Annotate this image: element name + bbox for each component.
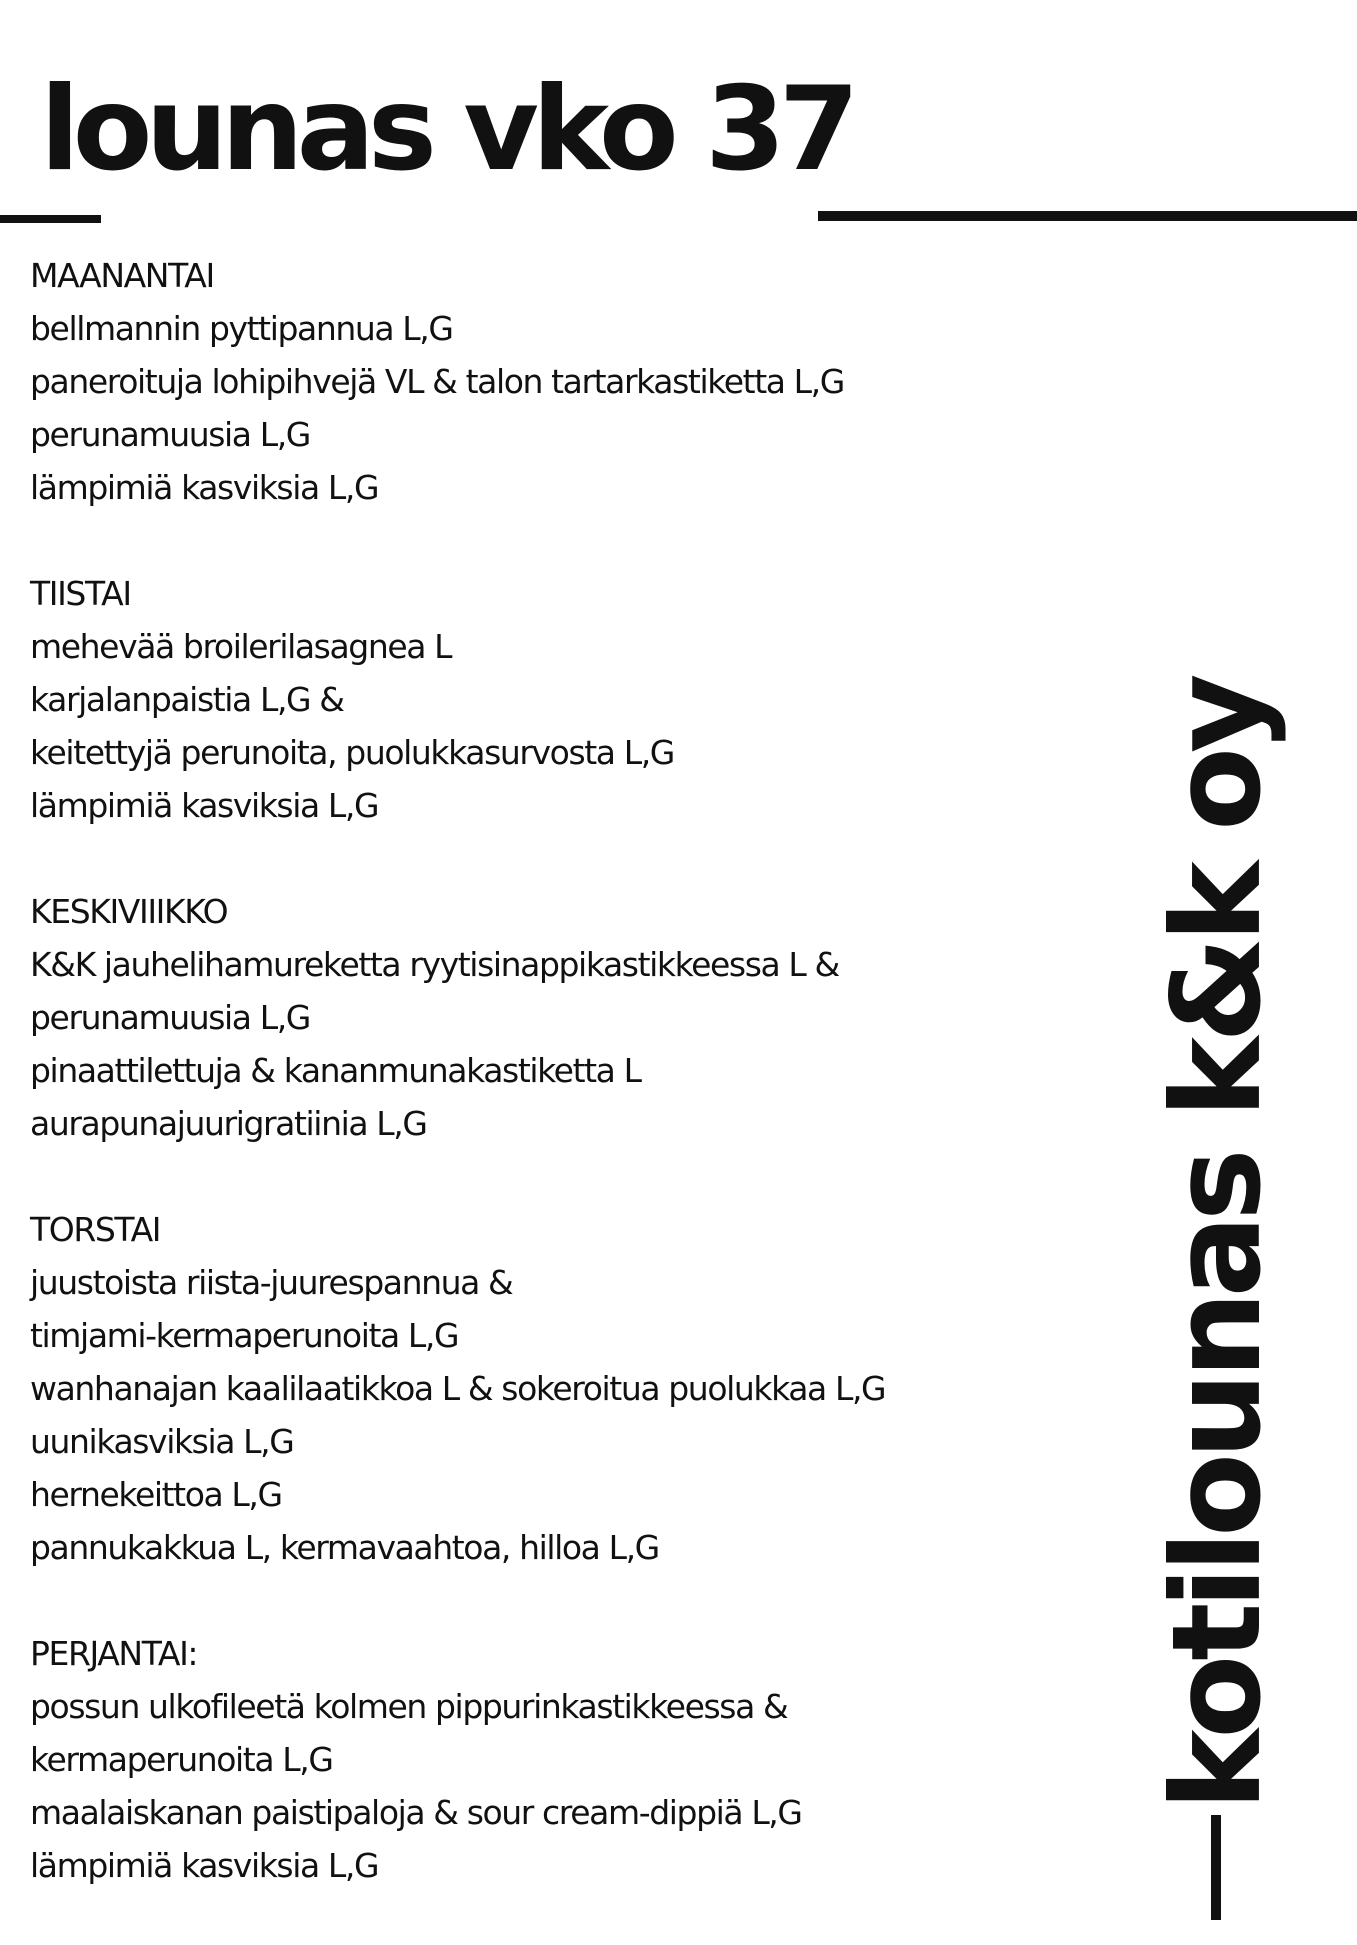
dish-list	[30, 1256, 1120, 1574]
dish-item: juustoista riista-juurespannua &	[30, 1263, 513, 1302]
dish-list	[30, 302, 1120, 514]
day-section-friday	[30, 1627, 1120, 1892]
day-heading: TORSTAI	[30, 1210, 161, 1249]
dish-item: karjalanpaistia L,G &	[30, 680, 344, 719]
title-underline-right	[818, 211, 1357, 221]
dish-item: perunamuusia L,G	[30, 415, 310, 454]
dish-item: wanhanajan kaalilaatikkoa L & sokeroitua puolukkaa L,G	[30, 1369, 886, 1408]
dish-item: pannukakkua L, kermavaahtoa, hilloa L,G	[30, 1528, 659, 1567]
dish-item: lämpimiä kasviksia L,G	[30, 1846, 379, 1885]
dish-item: mehevää broilerilasagnea L	[30, 627, 452, 666]
dish-item: perunamuusia L,G	[30, 998, 310, 1037]
dish-item: uunikasviksia L,G	[30, 1422, 294, 1461]
dish-item: maalaiskanan paistipaloja & sour cream-dippiä L,G	[30, 1793, 802, 1832]
dish-item: lämpimiä kasviksia L,G	[30, 468, 379, 507]
day-heading: KESKIVIIIKKO	[30, 892, 228, 931]
dish-list	[30, 938, 1120, 1150]
dish-item: kermaperunoita L,G	[30, 1740, 333, 1779]
page-title: lounas vko 37	[40, 62, 853, 197]
dish-item: possun ulkofileetä kolmen pippurinkastikkeessa &	[30, 1687, 788, 1726]
dish-item: hernekeittoa L,G	[30, 1475, 282, 1514]
brand-vertical	[1146, 679, 1288, 1811]
dish-item: lämpimiä kasviksia L,G	[30, 786, 379, 825]
dish-item: aurapunajuurigratiinia L,G	[30, 1104, 427, 1143]
brand-accent-rule	[1211, 1815, 1221, 1920]
day-heading: TIISTAI	[30, 574, 131, 613]
dish-list	[30, 620, 1120, 832]
dish-item: timjami-kermaperunoita L,G	[30, 1316, 459, 1355]
dish-item: paneroituja lohipihvejä VL & talon tartarkastiketta L,G	[30, 362, 844, 401]
dish-list	[30, 1680, 1120, 1892]
weekly-menu	[30, 249, 1120, 1945]
day-heading: PERJANTAI:	[30, 1634, 198, 1673]
day-section-monday	[30, 249, 1120, 514]
brand-name: kotilounas k&k oy	[1146, 679, 1288, 1811]
dish-item: bellmannin pyttipannua L,G	[30, 309, 453, 348]
day-section-tuesday	[30, 567, 1120, 832]
day-section-wednesday	[30, 885, 1120, 1150]
title-underline-left	[0, 215, 101, 223]
day-section-thursday	[30, 1203, 1120, 1574]
dish-item: keitettyjä perunoita, puolukkasurvosta L,G	[30, 733, 674, 772]
dish-item: pinaattilettuja & kananmunakastiketta L	[30, 1051, 641, 1090]
dish-item: K&K jauhelihamureketta ryytisinappikastikkeessa L &	[30, 945, 839, 984]
day-heading: MAANANTAI	[30, 256, 214, 295]
